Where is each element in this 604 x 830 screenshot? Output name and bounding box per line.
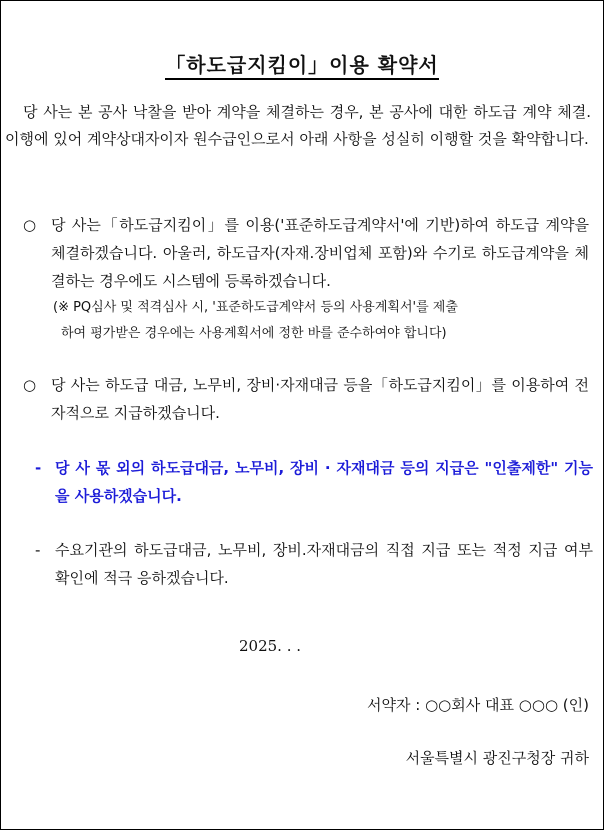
commitment-item-1: [23, 211, 589, 295]
addressee-line: 서울특별시 광진구청장 귀하: [405, 749, 589, 767]
circle-bullet-icon: ○: [23, 376, 37, 394]
document-title-block: [1, 49, 603, 78]
sub-item-direct-payment-text: 수요기관의 하도급대금, 노무비, 장비.자재대금의 직접 지급 또는 적정 지급 여부 확인에 적극 응하겠습니다.: [55, 541, 593, 587]
pq-note-line-1: (※ PQ심사 및 적격심사 시, '표준하도급계약서 등의 사용계획서'를 제출: [53, 300, 458, 315]
signer-line: 서약자 : ○○회사 대표 ○○○ (인): [367, 696, 589, 714]
commitment-item-1-text: 당 사는「하도급지킴이」를 이용('표준하도급계약서'에 기반)하여 하도급 계약을 체결하겠습니다. 아울러, 하도급자(자재.장비업체 포함)와 수기로 하도급계약을 체결하는 경우에도 시스템에 등록하겠습니다.: [51, 216, 589, 290]
sub-item-withdrawal-limit-text: 당 사 몫 외의 하도급대금, 노무비, 장비 · 자재대금 등의 지급은 "인출제한" 기능을 사용하겠습니다.: [55, 459, 593, 505]
dash-bullet-icon: -: [35, 541, 41, 559]
sub-item-direct-payment: [35, 536, 593, 592]
document-title: 「하도급지킴이」이용 확약서: [165, 53, 438, 80]
circle-bullet-icon: ○: [23, 216, 37, 234]
dash-bullet-icon: -: [35, 459, 42, 477]
signing-date: 2025. . .: [239, 637, 302, 655]
intro-paragraph: 당 사는 본 공사 낙찰을 받아 계약을 체결하는 경우, 본 공사에 대한 하도급 계약 체결.이행에 있어 계약상대자이자 원수급인으로서 아래 사항을 성실히 이행할 것을 확약합니다.: [5, 103, 591, 148]
commitment-item-2: [23, 371, 589, 427]
pq-note-line-2: 하여 평가받은 경우에는 사용계획서에 정한 바를 준수하여야 합니다): [61, 326, 447, 341]
commitment-item-2-text: 당 사는 하도급 대금, 노무비, 장비·자재대금 등을「하도급지킴이」를 이용하여 전자적으로 지급하겠습니다.: [51, 376, 589, 422]
pq-note: [53, 295, 587, 347]
sub-item-withdrawal-limit: [35, 454, 593, 510]
